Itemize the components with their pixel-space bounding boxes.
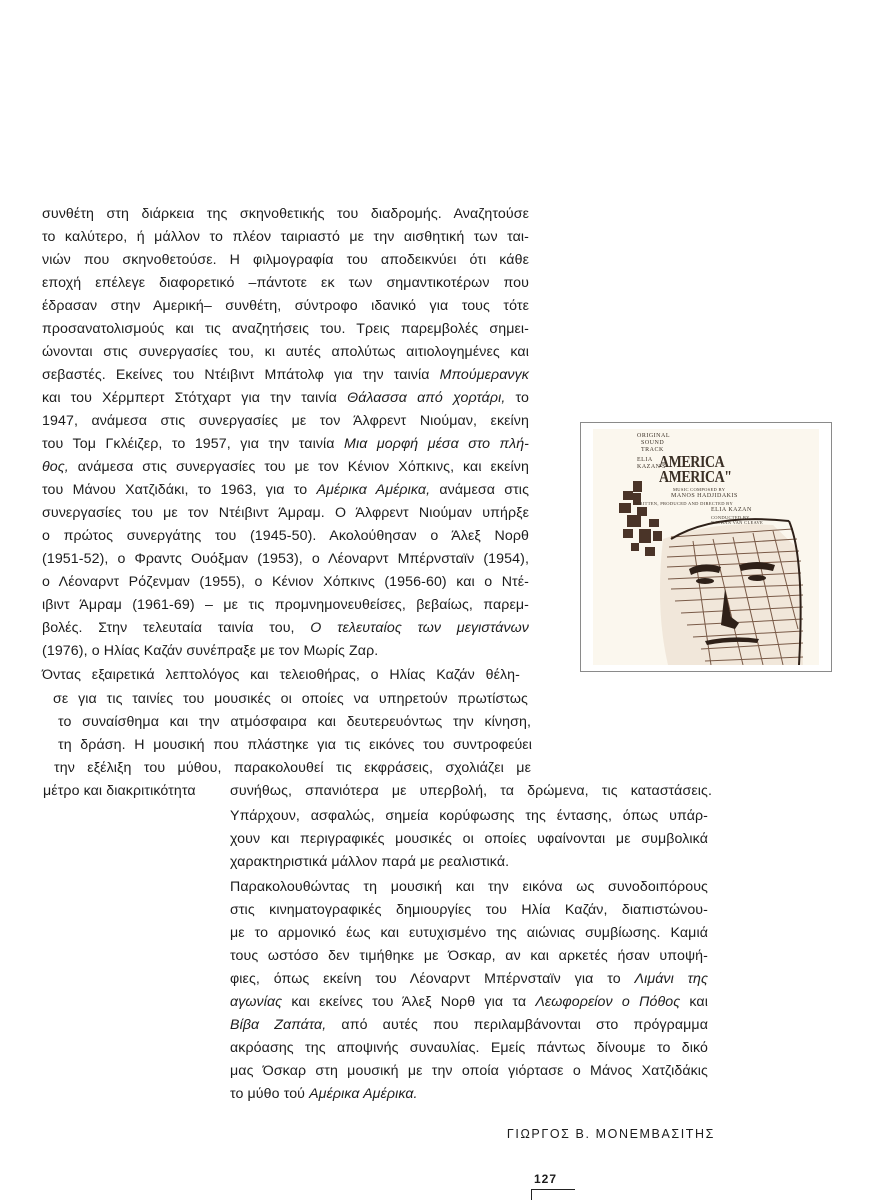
text-line (42, 525, 529, 548)
text-line (230, 1037, 708, 1060)
italic-title: Λιμάνι της (634, 971, 709, 987)
album-cover-art (593, 429, 819, 665)
text-segment: Παρακολουθώντας τη μουσική και την εικόνα ως συνοδοιπόρους (230, 879, 708, 895)
text-line (42, 295, 529, 318)
text-segment: το μύθο τού (230, 1086, 310, 1102)
text-line (42, 226, 529, 249)
text-line (42, 341, 529, 364)
text-segment: συνθέτη στη διάρκεια της σκηνοθετικής του διαδρομής. Αναζητούσε (42, 206, 529, 222)
text-segment: ακρόασης της αποψινής συναυλίας. Εμείς πάντως δίνουμε το δικό (230, 1040, 708, 1056)
cover-credit-line: WRITTEN, PRODUCED AND DIRECTED BY (635, 501, 734, 506)
text-line: συνήθως, σπανιότερα με υπερβολή, τα δρώμενα, τις καταστάσεις. (230, 783, 712, 799)
text-segment: συνεργασίες του με τον Ντέιβιντ Άμραμ. Ο Άλφρεντ Νιούμαν υπήρξε (42, 505, 529, 521)
text-segment: του Τομ Γκλέιζερ, το 1957, για την ταινία (42, 436, 345, 452)
text-line (42, 387, 529, 410)
text-segment: σεβαστές. Εκείνες του Ντέιβιντ Μπάτολφ για την ταινία (42, 367, 440, 383)
text-segment: από αυτές που περιλαμβάνονται στο πρόγραμμα (326, 1017, 708, 1033)
cover-label-sound: SOUND (641, 440, 665, 446)
text-line (42, 203, 529, 226)
text-segment: ο Λέοναρντ Ρόζενμαν (1955), ο Κένιον Χόπκινς (1956-60) και ο Ντέ- (42, 574, 529, 590)
text-line (42, 410, 529, 433)
cover-label-kazans: KAZAN'S (637, 464, 666, 470)
text-segment: του Μάνου Χατζιδάκι, το 1963, για το (42, 482, 317, 498)
text-segment: τους ωστόσο δεν τιμήθηκε με Όσκαρ, αν και αρκετές ήσαν υποψή- (230, 948, 708, 964)
album-cover-image (580, 422, 832, 672)
text-line (42, 249, 529, 272)
text-line (230, 1083, 708, 1106)
text-line (230, 945, 708, 968)
text-line (42, 272, 529, 295)
cover-label-original: ORIGINAL (637, 433, 670, 439)
cover-conductor: NATHAN VAN CLEAVE (711, 520, 764, 525)
text-segment: εποχή επέλεγε διαφορετικό –πάντοτε εκ των σημαντικοτέρων που (42, 275, 529, 291)
text-segment: βολές. Στην τελευταία ταινία του, (42, 620, 311, 636)
text-line (42, 364, 529, 387)
text-line: το συναίσθημα και την ατμόσφαιρα και δευτερευόντως την κίνηση, (58, 714, 531, 730)
text-line (230, 876, 708, 899)
text-segment: (1951-52), ο Φραντς Ουόξμαν (1953), ο Λέοναρντ Μπέρνσταϊν (1954), (42, 551, 529, 567)
text-line: χαρακτηριστικά μάλλον παρά με ρεαλιστικά. (230, 854, 510, 870)
cover-director: ELIA KAZAN (711, 507, 752, 513)
text-line (230, 991, 708, 1014)
italic-title: αγωνίας (230, 994, 283, 1010)
text-line (42, 640, 529, 663)
text-segment: νιών που σκηνοθετούσε. Η φιλμογραφία του αποδεικνύει ότι κάθε (42, 252, 529, 268)
cover-title-line-2: AMERICA" (659, 467, 732, 486)
cover-composer: MANOS HADJIDAKIS (671, 493, 738, 499)
text-line (42, 479, 529, 502)
text-segment: μας Όσκαρ στη μουσική με την οποία γιόρτασε ο Μάνος Χατζιδάκις (230, 1063, 708, 1079)
text-line (42, 502, 529, 525)
page-number-rule-vertical (531, 1189, 532, 1200)
text-line: Όντας εξαιρετικά λεπτολόγος και τελειοθήρας, ο Ηλίας Καζάν θέλη- (42, 667, 520, 683)
italic-title: Αμέρικα Αμέρικα. (309, 1086, 418, 1102)
text-line (42, 318, 529, 341)
page-number-rule (531, 1189, 575, 1190)
text-segment: (1976), ο Ηλίας Καζάν συνέπραξε με τον Μωρίς Ζαρ. (42, 643, 379, 659)
text-segment: ιβιντ Άμραμ (1961-69) – με τις προμνημονευθείσες, βεβαίως, παρεμ- (42, 597, 529, 613)
text-line (42, 456, 529, 479)
text-segment: φιες, όπως εκείνη του Λέοναρντ Μπέρνσταϊν για το (230, 971, 635, 987)
text-segment: το (505, 390, 529, 406)
text-segment: στις κινηματογραφικές δημιουργίες του Ηλία Καζάν, διαπιστώνου- (230, 902, 708, 918)
text-line: Υπάρχουν, ασφαλώς, σημεία κορύφωσης της έντασης, όπως υπάρ- (230, 808, 708, 824)
text-line (42, 594, 529, 617)
text-segment: έδρασαν στην Αμερική– συνθέτη, σύντροφο ιδανικό για τους τότε (42, 298, 529, 314)
italic-title: θος, (42, 459, 69, 475)
text-segment: προσανατολισμούς και τις αναζητήσεις του. Τρεις παρεμβολές σημει- (42, 321, 529, 337)
text-line: σε για τις ταινίες του μουσικές οι οποίες να υπηρετούν πρωτίστως (53, 691, 528, 707)
cover-title-line-1: AMERICA (659, 452, 725, 471)
text-segment: ο πρώτος συνεργάτης του (1945-50). Ακολούθησαν ο Άλεξ Νορθ (42, 528, 529, 544)
italic-title: Μια μορφή μέσα στο πλή- (344, 436, 530, 452)
page-number: 127 (534, 1172, 558, 1186)
italic-title: Βίβα Ζαπάτα, (230, 1017, 327, 1033)
text-line: τη δράση. Η μουσική που πλάστηκε για τις εικόνες του συντροφεύει (58, 737, 532, 753)
text-line (230, 922, 708, 945)
italic-title: Θάλασσα από χορτάρι, (347, 390, 506, 406)
text-line (42, 548, 529, 571)
text-segment: ανάμεσα στις συνεργασίες του με τον Κένιον Χόπκινς, και εκείνη (68, 459, 529, 475)
text-line (230, 899, 708, 922)
cover-music-by: MUSIC COMPOSED BY (673, 487, 726, 492)
text-line (230, 1014, 708, 1037)
text-segment: και (680, 994, 708, 1010)
text-line: χουν και περιγραφικές μουσικές οι οποίες υφαίνονται με συμβολικά (230, 831, 708, 847)
text-segment: 1947, ανάμεσα στις συνεργασίες με τον Άλφρεντ Νιούμαν, εκείνη (42, 413, 529, 429)
text-segment: και εκείνες του Άλεξ Νορθ για τα (282, 994, 536, 1010)
text-line: μέτρο και διακριτικότητα (43, 783, 196, 799)
italic-title: Ο τελευταίος των μεγιστάνων (310, 620, 529, 636)
text-segment: το καλύτερο, ή μάλλον το πλέον ταιριαστό με την αισθητική των ται- (42, 229, 529, 245)
text-segment: με το αρμονικό έως και ευτυχισμένο της αιώνιας συμβίωσης. Καμιά (230, 925, 708, 941)
text-segment: ώνονται στις συνεργασίες του, κι αυτές απολύτως αιτιολογημένες και (42, 344, 529, 360)
italic-title: Λεωφορείον ο Πόθος (535, 994, 681, 1010)
italic-title: Αμέρικα Αμέρικα, (316, 482, 431, 498)
text-line: την εξέλιξη του μύθου, παρακολουθεί τις εκφράσεις, σχολιάζει με (54, 760, 531, 776)
text-line (42, 617, 529, 640)
text-line (230, 1060, 708, 1083)
cover-label-elia: ELIA (637, 457, 653, 463)
cover-label-track: TRACK (641, 447, 664, 453)
text-line (42, 433, 529, 456)
text-segment: και του Χέρμπερτ Στότχαρτ για την ταινία (42, 390, 348, 406)
text-line (42, 571, 529, 594)
author-signature: ΓΙΩΡΓΟΣ Β. ΜΟΝΕΜΒΑΣΙΤΗΣ (506, 1127, 715, 1141)
text-segment: ανάμεσα στις (430, 482, 530, 498)
text-line (230, 968, 708, 991)
italic-title: Μπούμερανγκ (439, 367, 529, 383)
cover-conducted: CONDUCTED BY (711, 515, 750, 520)
